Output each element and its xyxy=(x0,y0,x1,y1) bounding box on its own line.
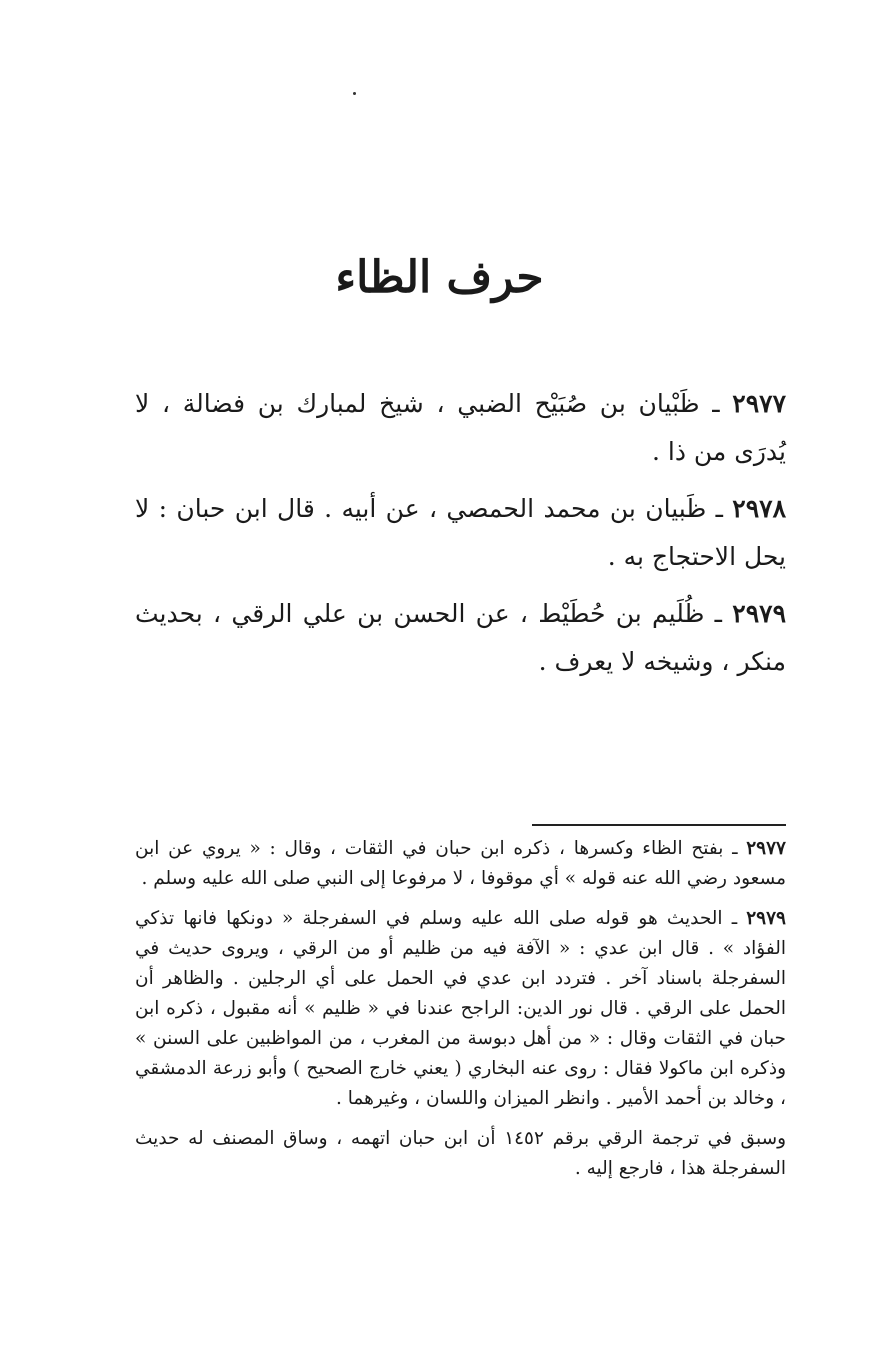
entry-2979 xyxy=(135,590,786,686)
entry-2977 xyxy=(135,380,786,476)
entry-text: ـ ظَبيان بن محمد الحمصي ، عن أبيه . قال ابن حبان : لا يحل الاحتجاج به . xyxy=(135,494,786,571)
footnote-separator xyxy=(532,824,786,826)
entry-2978 xyxy=(135,485,786,581)
entry-number: ٢٩٧٧ xyxy=(732,389,786,418)
entry-text: ـ ظُلَيم بن حُطَيْط ، عن الحسن بن علي الرقي ، بحديث منكر ، وشيخه لا يعرف . xyxy=(135,599,786,676)
entry-number: ٢٩٧٨ xyxy=(732,494,787,523)
footnote-text: ـ بفتح الظاء وكسرها ، ذكره ابن حبان في الثقات ، وقال : « يروي عن ابن مسعود رضي الله عنه قوله » أي موقوفا ، لا مرفوعا إلى النبي صلى الله عليه وسلم . xyxy=(135,838,786,889)
footnote-text: ـ الحديث هو قوله صلى الله عليه وسلم في السفرجلة « دونكها فانها تذكي الفؤاد » . قال ابن عدي : « الآفة فيه من ظليم أو من الرقي ، ويروى حديث في السفرجلة باسناد آخر . فتردد ابن عدي في الحمل على أي الرجلين . والظاهر أن الحمل على الرقي . قال نور الدين: الراجح عندنا في « ظليم » أنه مقبول ، ذكره ابن حبان في الثقات وقال : « من أهل دبوسة من المغرب ، من المواظبين على السنن » وذكره ابن ماكولا فقال : روى عنه البخاري ( يعني خارج الصحيح ) وأبو زرعة الدمشقي ، وخالد بن أحمد الأمير . وانظر الميزان واللسان ، وغيرهما . xyxy=(135,908,786,1109)
footnotes-list xyxy=(135,834,786,1194)
entry-text: ـ ظَبْيان بن صُبَيْح الضبي ، شيخ لمبارك بن فضالة ، لا يُدرَى من ذا . xyxy=(135,389,786,466)
footnote-2977 xyxy=(135,834,786,894)
footnote-text: وسبق في ترجمة الرقي برقم ١٤٥٢ أن ابن حبان اتهمه ، وساق المصنف له حديث السفرجلة هذا ، فارجع إليه . xyxy=(135,1128,787,1179)
footnote-number: ٢٩٧٧ xyxy=(746,838,786,859)
footnote-continuation xyxy=(135,1124,786,1184)
footnote-2979 xyxy=(135,904,786,1114)
page-speck xyxy=(353,92,356,95)
section-heading: حرف الظاء xyxy=(335,252,544,303)
footnote-number: ٢٩٧٩ xyxy=(746,908,786,929)
entries-list xyxy=(135,380,786,695)
entry-number: ٢٩٧٩ xyxy=(732,599,786,628)
